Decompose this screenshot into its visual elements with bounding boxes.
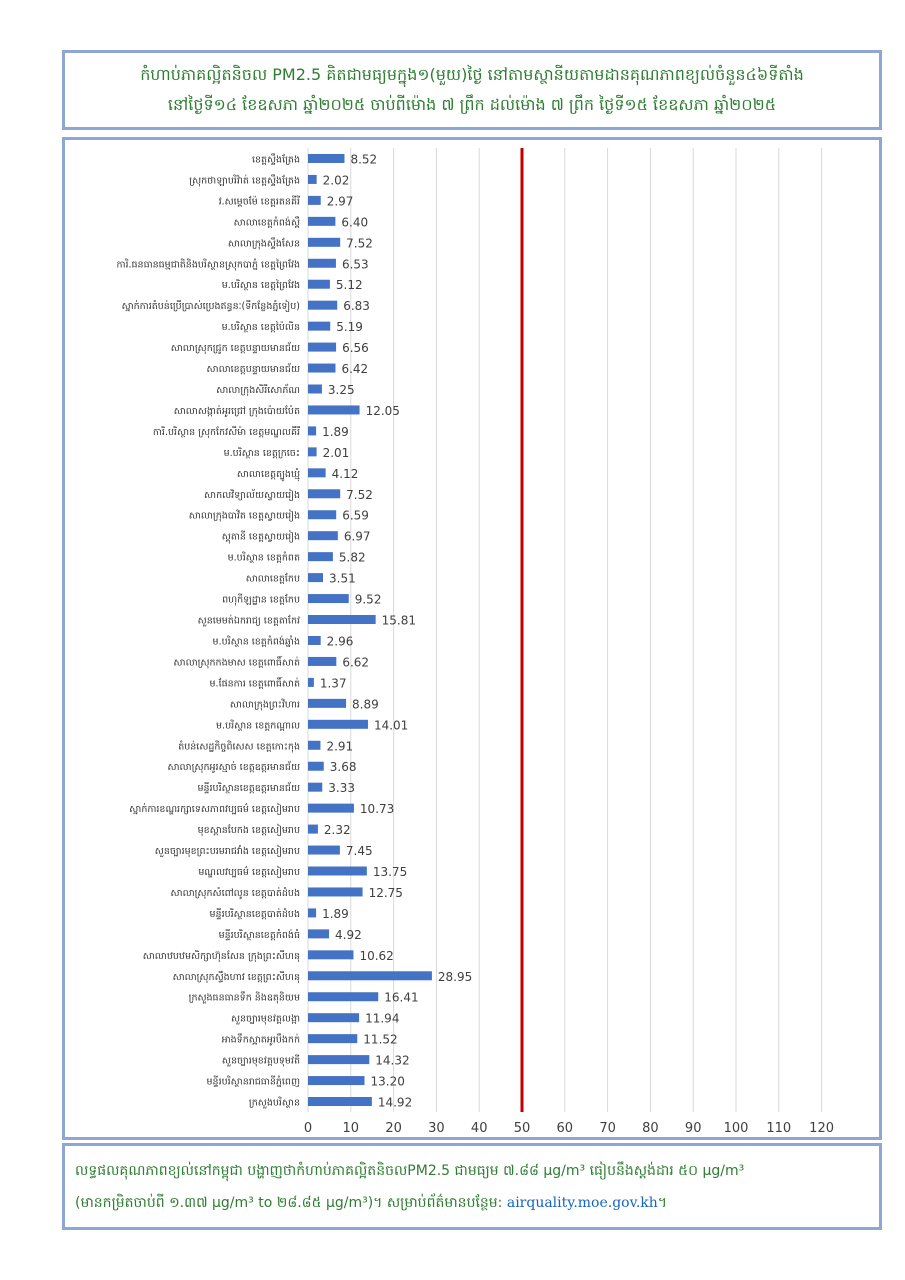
bar — [308, 783, 322, 792]
category-label: សាលាស្រុកជ្រូក ខេត្តបន្ទាយមានជ័យ — [170, 343, 300, 355]
bar — [308, 971, 432, 980]
value-label: 15.81 — [381, 613, 417, 628]
bar — [308, 1097, 372, 1106]
value-label: 1.89 — [322, 906, 349, 921]
bar — [308, 468, 326, 477]
category-label: ម.ផែនការ ខេត្តពោធិ៍សាត់ — [209, 678, 300, 690]
footer-line-2 — [75, 1187, 879, 1219]
bar — [308, 573, 323, 582]
bar — [308, 594, 349, 603]
bar — [308, 762, 324, 771]
category-label: សាលាស្រុកសំពៅលូន ខេត្តបាត់ដំបង — [170, 887, 300, 899]
category-label: សាលាសង្កាត់អូរជ្រៅ ក្រុងប៉ោយប៉ែត — [173, 405, 300, 417]
bar — [308, 364, 335, 373]
category-label: មន្ទីរបរិស្ថានខេត្តឧត្តរមានជ័យ — [197, 783, 300, 795]
pm25-bar-chart — [65, 140, 879, 1137]
category-label: ស្រុកថាឡាបរិវ៉ាត់ ខេត្តស្ទឹងត្រែង — [189, 175, 300, 187]
value-label: 6.56 — [342, 341, 369, 356]
category-label: សាលាខេត្តកែប — [245, 573, 300, 585]
bar — [308, 615, 376, 624]
title-box — [62, 50, 882, 130]
footer-box — [62, 1143, 882, 1230]
category-label: សាលាក្រុងបាវិត ខេត្តស្វាយរៀង — [188, 510, 300, 522]
value-label: 1.37 — [319, 676, 347, 691]
value-label: 6.40 — [341, 215, 369, 230]
footer-line-1: លទ្ធផលគុណភាពខ្យល់នៅកម្ពុជា បង្ហាញថាកំហាប់ភាគល្អិតនិចលPM2.5 ជាមធ្យម ៧.៨៨ µg/m³ ធៀបនឹងស្តង់ដារ ៥០ µg/m³ — [75, 1162, 745, 1179]
value-label: 2.32 — [323, 823, 351, 838]
x-tick-label: 20 — [385, 1121, 402, 1136]
bar — [308, 489, 340, 498]
bar — [308, 846, 340, 855]
value-label: 7.52 — [346, 487, 373, 502]
x-tick-label: 0 — [303, 1121, 313, 1136]
category-label: សាលាខេត្តត្បូងឃ្មុំ — [236, 468, 300, 480]
x-tick-label: 10 — [342, 1121, 360, 1136]
category-label: ម.បរិស្ថាន ខេត្តកណ្តាល — [216, 720, 300, 732]
value-label: 5.82 — [338, 550, 366, 565]
bar — [308, 385, 322, 394]
category-label: ម.បរិស្ថាន ខេត្តប៉ៃលិន — [221, 322, 300, 334]
bar — [308, 887, 363, 896]
bar — [308, 992, 378, 1001]
bar — [308, 175, 317, 184]
bar — [308, 447, 317, 456]
bar — [308, 699, 346, 708]
x-tick-label: 110 — [766, 1121, 792, 1136]
x-tick-label: 100 — [723, 1121, 749, 1136]
value-label: 4.12 — [331, 466, 359, 481]
value-label: 12.05 — [365, 403, 400, 418]
category-label: សាលាក្រុងសិរីសោភ័ណ — [216, 385, 300, 396]
category-label: សាលាក្រុងព្រះវិហារ — [229, 699, 300, 711]
bar — [308, 426, 316, 435]
value-label: 14.32 — [375, 1053, 410, 1068]
category-label: ការិ.ធនធានធម្មជាតិនិងបរិស្ថានស្រុកបាភ្នំ ខេត្តព្រៃវែង — [116, 259, 300, 271]
bar — [308, 301, 337, 310]
category-label: សាលាខេត្តកំពង់ស្ពឺ — [233, 217, 300, 229]
value-label: 11.94 — [365, 1011, 400, 1026]
category-label: មុខស្ពានបែកង ខេត្តសៀមរាប — [197, 825, 300, 837]
bar — [308, 217, 335, 226]
value-label: 6.59 — [342, 508, 369, 523]
value-label: 13.20 — [370, 1074, 405, 1089]
category-label: មន្ទីរបរិស្ថានរាជធានីភ្នំពេញ — [206, 1076, 300, 1088]
category-label: ម.បរិស្ថាន ខេត្តព្រៃវែង — [221, 280, 300, 292]
value-label: 6.53 — [341, 257, 369, 272]
category-label: សាលាក្រុងស្ទឹងសែន — [227, 238, 300, 250]
value-label: 6.97 — [343, 529, 371, 544]
category-label: មន្ទីរបរិស្ថានខេត្តកំពង់ធំ — [218, 929, 300, 941]
category-label: សាលាខេត្តបន្ទាយមានជ័យ — [206, 364, 300, 376]
value-label: 3.25 — [327, 383, 355, 397]
footer-text: (មានកម្រិតចាប់ពី ១.៣៧ µg/m³ to ២៨.៨៥ µg/m³)។ សម្រាប់ព័ត៌មានបន្ថែម: — [75, 1194, 507, 1211]
bar — [308, 531, 338, 540]
value-label: 14.01 — [373, 718, 409, 733]
bar — [308, 1055, 369, 1064]
category-label: មន្ទីរបរិស្ថានខេត្តបាត់ដំបង — [209, 908, 300, 920]
value-label: 7.52 — [346, 236, 373, 251]
bar — [308, 196, 321, 205]
value-label: 10.62 — [359, 948, 394, 963]
value-label: 5.19 — [336, 320, 363, 335]
bar — [308, 929, 329, 938]
value-label: 16.41 — [384, 990, 419, 1005]
category-label: មណ្ឌលវប្បធម៌ ខេត្តសៀមរាប — [198, 867, 300, 878]
title-line-1: កំហាប់ភាគល្អិតនិចល PM2.5 គិតជាមធ្យមក្នុង១(មួយ)ថ្ងៃ នៅតាមស្ថានីយតាមដានគុណភាពខ្យល់ចំនួន៤៦ទីតាំង — [140, 65, 804, 84]
category-label: ម.បរិស្ថាន ខេត្តកំពត — [227, 552, 300, 564]
category-label: សួនច្បារមុខវត្តបទុមវតី — [221, 1055, 300, 1067]
value-label: 6.83 — [343, 299, 370, 314]
category-label: សួនច្បារមុខវត្តលង្កា — [230, 1013, 300, 1025]
x-tick-label: 70 — [599, 1121, 616, 1136]
x-tick-label: 40 — [470, 1121, 488, 1136]
category-label: ពហុកីឡដ្ឋាន ខេត្តកែប — [222, 594, 300, 606]
category-label: សាកលវិទ្យាល័យស្វាយរៀង — [204, 489, 300, 501]
value-label: 2.02 — [322, 173, 350, 188]
category-label: អាងទឹកស្អាតអូរបឹងកក់ — [221, 1034, 300, 1046]
x-tick-label: 120 — [809, 1121, 835, 1136]
value-label: 8.89 — [352, 697, 379, 712]
category-label: សាលាស្រុកស្ទឹងហាវ ខេត្តព្រះសីហនុ — [172, 971, 300, 983]
x-tick-label: 60 — [556, 1121, 574, 1136]
website-link[interactable]: airquality.moe.gov.kh — [506, 1194, 658, 1211]
value-label: 3.68 — [329, 760, 357, 775]
value-label: 12.75 — [368, 885, 403, 900]
value-label: 7.45 — [345, 844, 373, 859]
value-label: 13.75 — [372, 865, 408, 879]
value-label: 2.91 — [326, 739, 354, 754]
category-label: ម.បរិស្ថាន ខេត្តក្រចេះ — [223, 447, 300, 459]
value-label: 28.95 — [437, 969, 473, 984]
value-label: 14.92 — [377, 1095, 413, 1110]
bar — [308, 741, 320, 750]
bar — [308, 405, 360, 414]
category-label: ក្រសួងធនធានទឹក និងឧតុនិយម — [188, 992, 300, 1004]
bar — [308, 280, 330, 289]
bar — [308, 950, 353, 959]
value-label: 11.52 — [363, 1032, 398, 1047]
category-label: ស្នាក់ការខណ្ឌរក្សាទេសភាពវប្បធម៌ ខេត្តសៀមរាប — [129, 804, 300, 816]
bar — [308, 552, 333, 561]
value-label: 8.52 — [350, 152, 378, 167]
value-label: 4.92 — [335, 927, 362, 942]
category-label: ការិ.បរិស្ថាន ស្រុកកែវសីម៉ា ខេត្តមណ្ឌលគីរី — [152, 426, 300, 438]
bar — [308, 510, 336, 519]
bar — [308, 343, 336, 352]
bar — [308, 825, 318, 834]
x-tick-label: 50 — [513, 1121, 531, 1136]
x-tick-label: 90 — [684, 1121, 702, 1136]
value-label: 2.97 — [326, 194, 354, 209]
bar — [308, 259, 336, 268]
category-label: ស្នាក់ការតំបន់ប្រើប្រាស់ប្រេងឥន្ធនៈ(ទីកន្លែងភ្នំទៀប) — [121, 301, 300, 313]
bar — [308, 1013, 359, 1022]
bar — [308, 238, 340, 247]
value-label: 2.96 — [326, 634, 354, 649]
bar — [308, 1034, 357, 1043]
category-label: ខេត្តស្ទឹងត្រែង — [251, 154, 300, 166]
bar — [308, 154, 344, 163]
value-label: 3.33 — [328, 781, 355, 796]
bar — [308, 322, 330, 331]
value-label: 10.73 — [359, 802, 395, 817]
bar — [308, 636, 321, 645]
value-label: 2.01 — [322, 445, 350, 460]
category-label: សួនមេមត់ឯករាជ្យ ខេត្តតាកែវ — [197, 615, 300, 627]
category-label: ស្តុតានី ខេត្តស្វាយរៀង — [221, 531, 300, 543]
category-label: វ.សម្តេចម៉ែ ខេត្តរតនគីរី — [218, 196, 300, 208]
category-label: សាលាឋបឋមសិក្សាហ៊ុនសែន ក្រុងព្រះសីហនុ — [142, 950, 300, 962]
category-label: ម.បរិស្ថាន ខេត្តកំពង់ឆ្នាំង — [212, 636, 300, 648]
category-label: សួនច្បារមុខព្រះបរមរាជវាំង ខេត្តសៀមរាប — [154, 846, 300, 858]
value-label: 5.12 — [335, 278, 363, 293]
bar — [308, 867, 367, 876]
category-label: សាលាស្រុកអូរស្មាច់ ខេត្តឧត្តរមានជ័យ — [167, 762, 300, 774]
title-line-2: នៅថ្ងៃទី១៤ ខែឧសភា ឆ្នាំ២០២៥ ចាប់ពីម៉ោង ៧ ព្រឹក ដល់ម៉ោង ៧ ព្រឹក ថ្ងៃទី១៥ ខែឧសភា ឆ្នាំ២០២៥ — [167, 95, 777, 114]
bar — [308, 908, 316, 917]
value-label: 6.62 — [342, 655, 370, 670]
value-label: 1.89 — [322, 424, 349, 439]
bar — [308, 1076, 364, 1085]
category-label: សាលាស្រុកកងមាស ខេត្តពោធិ៍សាត់ — [173, 657, 300, 669]
x-tick-label: 30 — [428, 1121, 445, 1136]
value-label: 3.51 — [329, 571, 356, 586]
bar — [308, 720, 368, 729]
value-label: 6.42 — [341, 362, 369, 377]
category-label: តំបន់សេដ្ឋកិច្ចពិសេស ខេត្តកោះកុង — [178, 741, 300, 753]
bar — [308, 657, 336, 666]
x-tick-label: 80 — [642, 1121, 659, 1136]
category-label: ក្រសួងបរិស្ថាន — [248, 1097, 300, 1109]
chart-box — [62, 137, 882, 1140]
footer-suffix: ។ — [657, 1194, 668, 1211]
bar — [308, 678, 314, 687]
value-label: 9.52 — [354, 592, 382, 607]
bar — [308, 804, 354, 813]
